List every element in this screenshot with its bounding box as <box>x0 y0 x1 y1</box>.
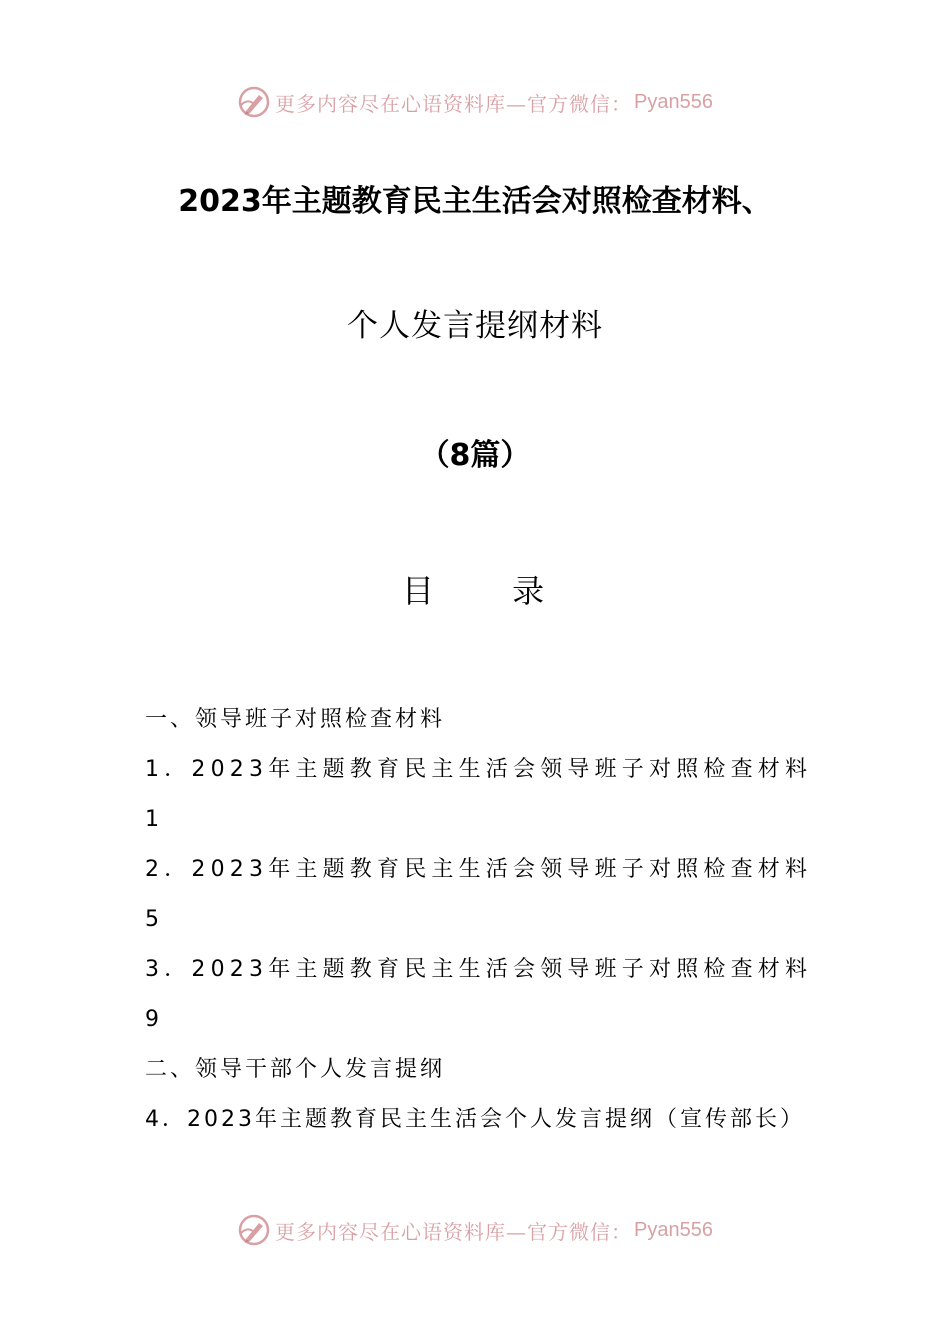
pen-logo-icon <box>237 1213 271 1247</box>
toc-item-number: 2． <box>145 857 192 882</box>
document-title-line-1: 2023年主题教育民主生活会对照检查材料、 <box>178 184 772 219</box>
toc-item-page: 9 <box>145 1007 159 1032</box>
toc-section-2: 二、领导干部个人发言提纲 <box>145 1057 446 1082</box>
toc-item-page: 5 <box>145 907 159 932</box>
document-title-count: （8篇） <box>419 438 531 473</box>
watermark-text: 更多内容尽在心语资料库—官方微信： <box>275 1219 633 1244</box>
toc-item-2 <box>145 852 813 902</box>
watermark-banner-bottom <box>0 1210 950 1250</box>
watermark-wechat-id: Pyan556 <box>634 90 713 113</box>
toc-item-3 <box>145 952 813 1002</box>
document-title-line-2: 个人发言提纲材料 <box>347 308 603 344</box>
toc-item-text: 2023年主题教育民主生活会领导班子对照检查材料 <box>191 957 813 982</box>
watermark-wechat-id: Pyan556 <box>634 1218 713 1241</box>
watermark-banner-top <box>0 82 950 122</box>
toc-item-text: 2023年主题教育民主生活会领导班子对照检查材料 <box>191 857 813 882</box>
toc-heading: 目 录 <box>401 572 579 610</box>
toc-item-1 <box>145 752 813 802</box>
toc-item-4: 4．2023年主题教育民主生活会个人发言提纲（宣传部长） <box>145 1107 805 1132</box>
toc-item-number: 1． <box>145 757 192 782</box>
toc-item-text: 2023年主题教育民主生活会领导班子对照检查材料 <box>191 757 813 782</box>
toc-section-1: 一、领导班子对照检查材料 <box>145 707 446 732</box>
watermark-text: 更多内容尽在心语资料库—官方微信： <box>275 91 633 116</box>
toc-item-page: 1 <box>145 807 159 832</box>
toc-item-number: 3． <box>145 957 192 982</box>
pen-logo-icon <box>237 85 271 119</box>
table-of-contents <box>145 702 813 1152</box>
